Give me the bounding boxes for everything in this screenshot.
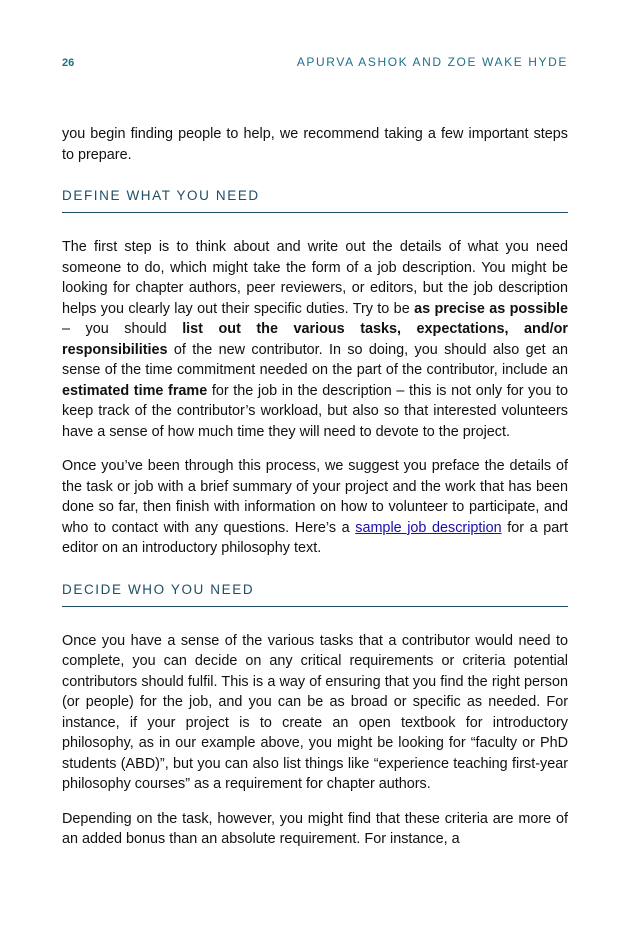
section-heading-define: DEFINE WHAT YOU NEED [62,187,568,213]
sample-job-description-link[interactable]: sample job description [355,519,502,536]
text-run: for a part editor on an introductory philosophy text. [62,519,568,556]
section-heading-decide: DECIDE WHO YOU NEED [62,581,568,607]
bold-phrase: as precise as possible [414,300,568,317]
intro-paragraph: you begin finding people to help, we recommend taking a few important steps to prepare. [62,126,568,163]
define-paragraph-1 [62,237,568,442]
define-paragraph-2 [62,456,568,559]
bold-phrase: list out the various tasks, expectations, and/or responsibilities [62,321,569,358]
page-body [62,124,568,864]
running-head-authors: APURVA ASHOK AND ZOE WAKE HYDE [296,55,568,69]
text-run: Once you’ve been through this process, we suggest you preface the details of the task or job with a brief summary of your project and the work that has been done so far, then finish with information on how to volunteer to participate, and who to contact with any questions. Here’s a [62,458,568,536]
decide-paragraph-2: Depending on the task, however, you might find that these criteria are more of an added bonus than an absolute requirement. For instance, a [62,810,568,847]
running-header [62,55,568,69]
text-run: – you should [62,321,183,337]
text-run: of the new contributor. In so doing, you should also get an sense of the time commitment needed on the part of the contributor, include an [62,341,568,378]
text-run: for the job in the description – this is not only for you to keep track of the contributor’s workload, but also so that interested volunteers have a sense of how much time they will need to devote to the project. [62,382,569,440]
decide-paragraph-1: Once you have a sense of the various tasks that a contributor would need to complete, you can decide on any critical requirements or criteria potential contributors should fulfil. This is a way of ensuring that you find the right person (or people) for the job, and you can be as broad or specific as needed. For instance, if your project is to create an open textbook for introductory philosophy, as in our example above, you might be looking for “faculty or PhD students (ABD)”, but you can also list things like “experience teaching first-year philosophy courses” as a requirement for chapter authors. [62,632,568,792]
page-number: 26 [62,57,75,69]
text-run: The first step is to think about and write out the details of what you need someone to do, which might take the form of a job description. You might be looking for chapter authors, peer reviewers, or editors, but the job description helps you clearly lay out their specific duties. Try to be [62,239,568,317]
bold-phrase: estimated time frame [62,382,208,399]
